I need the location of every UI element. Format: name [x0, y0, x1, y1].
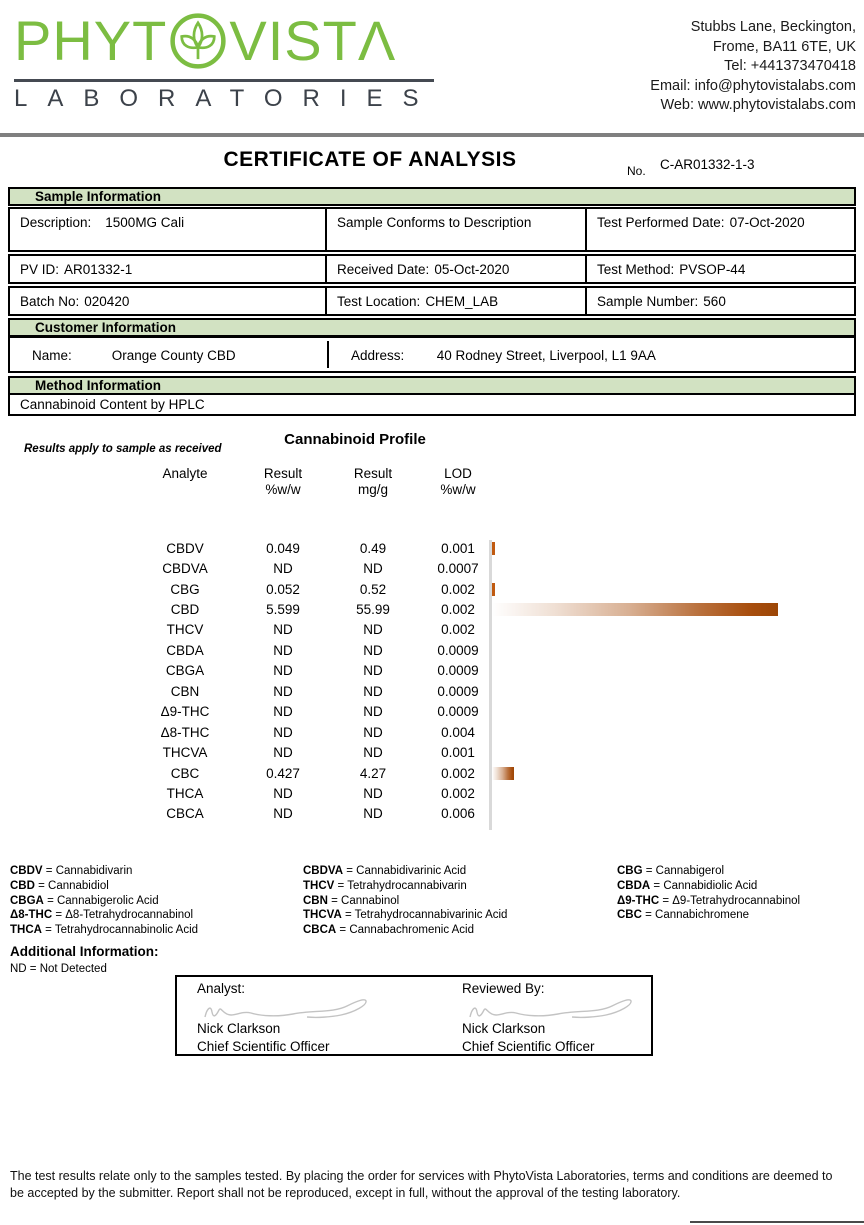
- test-performed-date-label: Test Performed Date:: [597, 215, 725, 230]
- result-bar: [492, 603, 778, 616]
- legend-item: CBG = Cannabigerol: [617, 865, 725, 877]
- lod-cell: 0.004: [441, 724, 475, 740]
- logo: [14, 8, 442, 113]
- lod-cell: 0.001: [441, 745, 475, 761]
- sample-conforms-text: Sample Conforms to Description: [337, 215, 532, 230]
- legend-item: CBN = Cannabinol: [303, 894, 400, 907]
- lod-cell: 0.0007: [437, 561, 479, 577]
- description-value: 1500MG Cali: [105, 215, 185, 230]
- legend-item: CBC = Cannabichromene: [617, 909, 750, 922]
- analyte-cell: CBG: [170, 581, 200, 597]
- additional-info-header: Additional Information:: [10, 944, 159, 959]
- customer-address-label: Address:: [351, 348, 405, 363]
- lod-cell: 0.006: [441, 806, 475, 822]
- customer-divider: [327, 341, 329, 368]
- contact-line: Tel: +441373470418: [724, 58, 856, 74]
- pv-id-label: PV ID:: [20, 261, 60, 277]
- result-mgg-cell: ND: [363, 704, 383, 720]
- profile-row-THCV: [130, 620, 496, 640]
- analyte-cell: Δ8-THC: [160, 724, 210, 740]
- result-pct-cell: 0.427: [266, 765, 300, 781]
- col-header-result-pct: Result: [263, 466, 303, 481]
- analyte-cell: THCVA: [162, 745, 208, 761]
- pv-id-value: AR01332-1: [64, 261, 133, 277]
- method-info-box: [8, 393, 856, 416]
- result-bar: [492, 583, 495, 596]
- result-pct-cell: 0.049: [266, 540, 300, 556]
- analyst-label: Analyst:: [197, 981, 246, 996]
- result-mgg-cell: ND: [363, 806, 383, 822]
- legend-column-3: [617, 864, 800, 923]
- profile-row-CBC: [130, 763, 496, 783]
- nd-note: ND = Not Detected: [10, 963, 107, 975]
- section-underline: [8, 204, 330, 206]
- legend-column-1: [10, 864, 198, 938]
- analyte-cell: CBDV: [166, 540, 204, 556]
- profile-row-THCA: [130, 783, 496, 803]
- section-title: Customer Information: [35, 320, 177, 335]
- lod-cell: 0.002: [441, 785, 475, 801]
- profile-row-CBD: [130, 599, 496, 619]
- footer-disclaimer: The test results relate only to the samples tested. By placing the order for services with PhytoVista Laboratories, terms and conditions are deemed to be accepted by the submitter. Report shall not be reproduced, except in full, without the approval of the testing laboratory.: [10, 1169, 833, 1200]
- lod-cell: 0.002: [441, 581, 475, 597]
- result-mgg-cell: 55.99: [356, 602, 390, 618]
- analyst-name: Nick Clarkson: [197, 1021, 281, 1036]
- legend-column-2: [303, 864, 507, 938]
- result-pct-cell: ND: [273, 704, 293, 720]
- analyte-cell: CBDA: [166, 642, 204, 658]
- logo-text-right: VISTΛ: [229, 9, 397, 72]
- result-pct-cell: ND: [273, 642, 293, 658]
- profile-row-CBG: [130, 579, 496, 599]
- result-pct-cell: 0.052: [266, 581, 300, 597]
- profile-row-CBCA: [130, 804, 496, 824]
- profile-row-CBDA: [130, 640, 496, 660]
- col-header-analyte: Analyte: [162, 466, 208, 481]
- legend-item: CBDVA = Cannabidivarinic Acid: [303, 865, 467, 877]
- header-rule: [0, 133, 864, 137]
- test-performed-date-value: 07-Oct-2020: [729, 215, 805, 230]
- profile-column-headers: Analyte Result %w/w Result mg/g LOD %w/w: [130, 466, 496, 498]
- profile-rows: [130, 538, 496, 824]
- result-mgg-cell: ND: [363, 622, 383, 638]
- result-bar: [492, 542, 495, 555]
- result-pct-cell: ND: [273, 561, 293, 577]
- analyst-signature-icon: [197, 996, 372, 1023]
- lod-cell: 0.001: [441, 540, 475, 556]
- result-mgg-cell: ND: [363, 663, 383, 679]
- profile-row-CBDVA: [130, 558, 496, 578]
- lod-cell: 0.002: [441, 765, 475, 781]
- test-location-value: CHEM_LAB: [425, 293, 499, 309]
- logo-subtitle: LABORATORIES: [14, 85, 439, 112]
- legend-item: Δ9-THC = Δ9-Tetrahydrocannabinol: [617, 894, 801, 907]
- analyte-cell: CBCA: [166, 806, 204, 822]
- signature-box: [175, 975, 653, 1056]
- result-pct-cell: ND: [273, 663, 293, 679]
- lod-cell: 0.0009: [437, 663, 479, 679]
- analyte-cell: Δ9-THC: [160, 704, 210, 720]
- profile-row-THCVA: [130, 742, 496, 762]
- legend-item: CBDA = Cannabidiolic Acid: [617, 879, 758, 892]
- customer-info-box: [8, 336, 856, 373]
- analyte-cell: CBGA: [165, 663, 205, 679]
- result-mgg-cell: 0.49: [359, 540, 387, 556]
- certificate-no-label: No.: [627, 164, 646, 178]
- result-pct-cell: ND: [273, 785, 293, 801]
- test-location-label: Test Location:: [337, 293, 421, 309]
- customer-name-label: Name:: [32, 348, 72, 363]
- result-bar: [492, 767, 514, 780]
- test-method-label: Test Method:: [597, 261, 675, 277]
- result-mgg-cell: ND: [363, 785, 383, 801]
- legend-item: CBDV = Cannabidivarin: [10, 865, 133, 877]
- legend-item: CBGA = Cannabigerolic Acid: [10, 894, 159, 907]
- reviewer-signature-icon: [462, 996, 637, 1023]
- analyst-title: Chief Scientific Officer: [197, 1039, 330, 1054]
- sample-info-row-2: [8, 254, 856, 284]
- description-label: Description:: [20, 215, 92, 230]
- result-mgg-cell: ND: [363, 724, 383, 740]
- analyte-cell: CBD: [170, 602, 200, 618]
- bottom-partial-rule: [690, 1221, 864, 1223]
- result-pct-cell: ND: [273, 683, 293, 699]
- result-pct-cell: ND: [273, 724, 293, 740]
- reviewer-name: Nick Clarkson: [462, 1021, 546, 1036]
- col-header-result-mgg: Result: [353, 466, 393, 481]
- analyte-cell: THCV: [166, 622, 204, 638]
- legend-item: CBD = Cannabidiol: [10, 879, 109, 892]
- sample-number-label: Sample Number:: [597, 293, 699, 309]
- method-text: Cannabinoid Content by HPLC: [20, 397, 205, 412]
- analyte-cell: CBDVA: [162, 561, 208, 577]
- section-customer-information: [8, 318, 856, 337]
- analyte-cell: CBN: [170, 683, 200, 699]
- results-note: Results apply to sample as received: [24, 443, 222, 455]
- customer-address-value: 40 Rodney Street, Liverpool, L1 9AA: [436, 348, 656, 363]
- bar-chart-axis: [489, 540, 492, 830]
- test-method-value: PVSOP-44: [679, 261, 746, 277]
- contact-info: [650, 18, 856, 116]
- lod-cell: 0.002: [441, 602, 475, 618]
- profile-row-CBGA: [130, 661, 496, 681]
- profile-title: Cannabinoid Profile: [284, 431, 426, 448]
- result-mgg-cell: ND: [363, 642, 383, 658]
- result-mgg-cell: ND: [363, 683, 383, 699]
- sample-number-value: 560: [703, 293, 726, 309]
- result-mgg-cell: 0.52: [359, 581, 387, 597]
- section-sample-information: [8, 187, 856, 206]
- lod-cell: 0.0009: [437, 683, 479, 699]
- section-title: Method Information: [35, 378, 161, 393]
- received-date-value: 05-Oct-2020: [434, 261, 510, 277]
- certificate-no-value: C-AR01332-1-3: [660, 157, 755, 172]
- analyst-signature-block: [197, 981, 397, 1054]
- legend-item: THCVA = Tetrahydrocannabivarinic Acid: [303, 909, 508, 922]
- legend-item: THCV = Tetrahydrocannabivarin: [303, 879, 467, 892]
- analyte-cell: CBC: [170, 765, 200, 781]
- legend-item: THCA = Tetrahydrocannabinolic Acid: [10, 924, 199, 937]
- contact-line: Frome, BA11 6TE, UK: [712, 38, 856, 55]
- lod-cell: 0.002: [441, 622, 475, 638]
- leaf-icon: [169, 12, 227, 70]
- contact-line: Web: www.phytovistalabs.com: [660, 97, 856, 113]
- sample-info-row-3: [8, 286, 856, 316]
- reviewer-signature-block: [462, 981, 662, 1054]
- received-date-label: Received Date:: [337, 261, 430, 277]
- legend-item: CBCA = Cannabachromenic Acid: [303, 924, 474, 937]
- result-mgg-cell: ND: [363, 561, 383, 577]
- result-pct-cell: ND: [273, 745, 293, 761]
- result-pct-cell: 5.599: [266, 602, 300, 618]
- batch-no-label: Batch No:: [20, 293, 80, 309]
- reviewed-by-label: Reviewed By:: [462, 981, 545, 996]
- logo-divider: [14, 79, 434, 82]
- profile-row-CBN: [130, 681, 496, 701]
- sample-info-row-1: [8, 207, 856, 252]
- logo-text-left: PHYT: [14, 9, 168, 72]
- result-mgg-cell: ND: [363, 745, 383, 761]
- result-pct-cell: ND: [273, 806, 293, 822]
- lod-cell: 0.0009: [437, 642, 479, 658]
- profile-row-Δ9-THC: [130, 702, 496, 722]
- contact-line: Email: info@phytovistalabs.com: [650, 77, 856, 94]
- customer-name-value: Orange County CBD: [111, 348, 236, 363]
- profile-row-Δ8-THC: [130, 722, 496, 742]
- result-pct-cell: ND: [273, 622, 293, 638]
- legend-item: Δ8-THC = Δ8-Tetrahydrocannabinol: [10, 909, 194, 922]
- section-title: Sample Information: [35, 189, 162, 204]
- batch-no-value: 020420: [84, 293, 130, 309]
- reviewer-title: Chief Scientific Officer: [462, 1039, 595, 1054]
- page-title: CERTIFICATE OF ANALYSIS: [223, 148, 517, 171]
- result-mgg-cell: 4.27: [359, 765, 387, 781]
- col-header-lod: LOD: [444, 466, 472, 481]
- contact-line: Stubbs Lane, Beckington,: [690, 19, 856, 35]
- analyte-cell: THCA: [166, 785, 204, 801]
- profile-row-CBDV: [130, 538, 496, 558]
- lod-cell: 0.0009: [437, 704, 479, 720]
